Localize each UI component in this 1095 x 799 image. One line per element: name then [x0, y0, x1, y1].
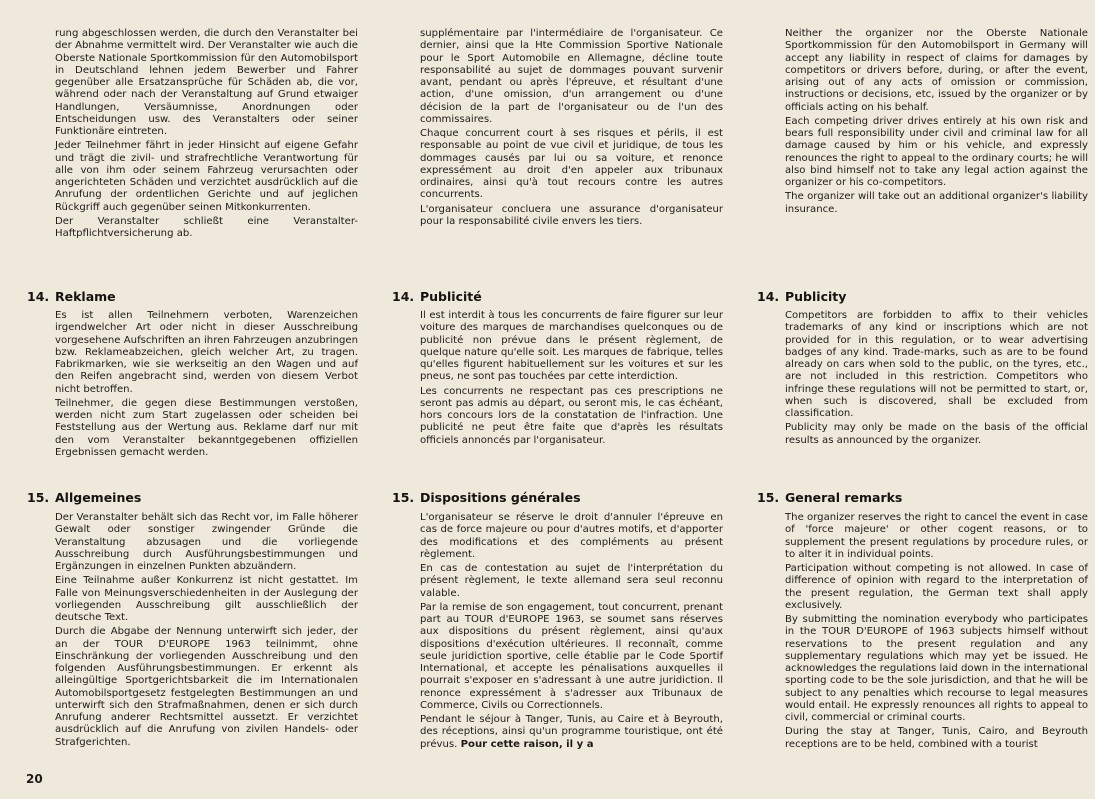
section-number: 15.: [392, 490, 415, 505]
section-heading-15: [392, 490, 722, 505]
german-top-block: [55, 28, 358, 242]
section-heading-14: [757, 289, 1087, 304]
section-number: 15.: [757, 490, 780, 505]
section-title: Reklame: [55, 289, 116, 304]
paragraph: By submitting the nomination everybody who participates in the TOUR D'EUROPE of 1963 subjects himself without reservations to the present regulation and any supplementary regulations which may yet be issued. He acknowledges the regulations laid down in the international sporting code to be the sole jurisdiction, and that he will be subject to any penalties which recourse to legal measures would entail. He expressly renounces all rights to appeal to civil, commercial or criminal courts.: [785, 614, 1088, 723]
paragraph: Jeder Teilnehmer fährt in jeder Hinsicht auf eigene Gefahr und trägt die zivil- und strafrechtliche Verantwortung für alle von ihm oder seinem Fahrzeug verursachten oder angerichteten Schäden und verzichtet ausdrücklich auf die Anrufung der ordentlichen Gerichte und auf jeglichen Rückgriff auch gegenüber seinen Mitkonkurrenten.: [55, 140, 358, 213]
paragraph: Par la remise de son engagement, tout concurrent, prenant part au TOUR d'EUROPE 1963, se soumet sans réserves aux dispositions du présent règlement, ainsi qu'aux dispositions d'exécution ultérieures. Il reconnaît, comme seule juridiction sportive, celle établie par le Code Sportif International, et accepte les pénalisations auxquelles il pourrait s'exposer en s'adressant à une autre juridiction. Il renonce expressément à s'adresser aux Tribunaux de Commerce, Civils ou Correctionnels.: [420, 601, 723, 711]
paragraph: Es ist allen Teilnehmern verboten, Warenzeichen irgendwelcher Art oder nicht in dieser Ausschreibung vorgesehene Aufschriften an ihren Fahrzeugen anzubringen bzw. Reklameabzeichen, gleich welcher Art, zu tragen. Fabrikmarken, wie sie werkseitig an den Wagen und auf den Reifen angebracht sind, werden von diesem Verbot nicht betroffen.: [55, 310, 358, 395]
french-section-15-body: [420, 512, 723, 753]
paragraph: The organizer reserves the right to cancel the event in case of 'force majeure' or other cogent reasons, or to supplement the present regulations by procedure rules, or to alter it in individual points.: [785, 512, 1088, 560]
section-number: 15.: [27, 490, 50, 505]
paragraph: Il est interdit à tous les concurrents de faire figurer sur leur voiture des marques de marchandises quelconques ou de publicité non prévue dans le présent règlement, de quelque nature qu'elle soit. Les marques de fabrique, telles qu'elles figurent habituellement sur les voitures et sur les pneus, ne sont pas touchées par cette interdiction.: [420, 310, 723, 383]
section-heading-14: [392, 289, 722, 304]
section-title: General remarks: [785, 490, 903, 505]
english-section-15-body: [785, 512, 1088, 753]
paragraph: During the stay at Tanger, Tunis, Cairo, and Beyrouth receptions are to be held, combined with a tourist: [785, 726, 1088, 750]
paragraph: [420, 714, 723, 751]
paragraph-text: Pendant le séjour à Tanger, Tunis, au Caire et à Beyrouth, des réceptions, ainsi qu'un programme touristique, ont été prévus.: [420, 714, 723, 750]
section-number: 14.: [757, 289, 780, 304]
section-title: Publicity: [785, 289, 847, 304]
english-section-14-body: [785, 310, 1088, 449]
section-heading-14: [27, 289, 357, 304]
german-section-14-body: [55, 310, 358, 461]
section-number: 14.: [392, 289, 415, 304]
bold-text: Pour cette raison, il y a: [460, 738, 594, 750]
paragraph: Teilnehmer, die gegen diese Bestimmungen verstoßen, werden nicht zum Start zugelassen oder scheiden bei Feststellung aus der Wertung aus. Reklame darf nur mit den vom Veranstalter bekanntgegebenen offiziellen Ergebnissen gemacht werden.: [55, 397, 358, 458]
paragraph: The organizer will take out an additional organizer's liability insurance.: [785, 191, 1088, 215]
paragraph: Der Veranstalter behält sich das Recht vor, im Falle höherer Gewalt oder sonstiger zwingender Gründe die Veranstaltung abzusagen und die vorliegende Ausschreibung durch Ausführungsbestimmungen und Ergänzungen in einzelnen Punkten abzuändern.: [55, 512, 358, 572]
paragraph: Participation without competing is not allowed. In case of difference of opinion with regard to the interpretation of the present regulation, the German text shall apply exclusively.: [785, 563, 1088, 611]
paragraph: Durch die Abgabe der Nennung unterwirft sich jeder, der an der TOUR D'EUROPE 1963 teilnimmt, ohne Einschränkung der vorliegenden Ausschreibung und den folgenden Ausführungsbestimmungen. Er erkennt als alleingültige Sportgerichtsbarkeit die im Internationalen Automobilsportgesetz festgelegten Bestimmungen an und unterwirft sich den Strafmaßnahmen, denen er sich durch Anrufung anderer Rechtsmittel aussetzt. Er verzichtet ausdrücklich auf die Anrufung von zivilen Handels- oder Strafgerichten.: [55, 626, 358, 748]
section-number: 14.: [27, 289, 50, 304]
section-heading-15: [27, 490, 357, 505]
paragraph: Les concurrents ne respectant pas ces prescriptions ne seront pas admis au départ, ou seront mis, le cas échéant, hors concours lors de la constatation de l'infraction. Une publicité ne peut être faite que d'après les résultats officiels annoncés par l'organisateur.: [420, 385, 723, 446]
section-title: Allgemeines: [55, 490, 142, 505]
paragraph: Competitors are forbidden to affix to their vehicles trademarks of any kind or inscriptions which are not provided for in this regulation, or to wear advertising badges of any kind. Trade-marks, such as are to be found already on cars when sold to the public, on the tyres, etc., are not included in this restriction. Competitors who infringe these regulations will not be permitted to start, or, when such is discovered, shall be excluded from classification.: [785, 310, 1088, 419]
paragraph: Eine Teilnahme außer Konkurrenz ist nicht gestattet. Im Falle von Meinungsverschiedenheiten in der Auslegung der vorliegenden Ausschreibung gilt ausschließlich der deutsche Text.: [55, 575, 358, 623]
paragraph: supplémentaire par l'intermédiaire de l'organisateur. Ce dernier, ainsi que la Hte Commission Sportive Nationale pour le Sport Automobile en Allemagne, décline toute responsabilité au sujet de dommages pouvant survenir avant, pendant ou après l'épreuve, et résultant d'une action, d'une omission, d'un arrangement ou d'une décision de la part de l'organisateur ou de l'un des commissaires.: [420, 28, 723, 125]
paragraph: L'organisateur concluera une assurance d'organisateur pour la responsabilité civile envers les tiers.: [420, 203, 723, 227]
page-number: 20: [26, 772, 43, 786]
english-top-block: [785, 28, 1088, 218]
paragraph: En cas de contestation au sujet de l'interprétation du présent règlement, le texte allemand sera seul reconnu valable.: [420, 563, 723, 599]
paragraph: Chaque concurrent court à ses risques et périls, il est responsable au point de vue civil et juridique, de tous les dommages causés par lui ou sa voiture, et renonce expressément au droit d'en appeler aux tribunaux ordinaires, ainsi qu'à tout recours contre les autres concurrents.: [420, 128, 723, 201]
section-heading-15: [757, 490, 1087, 505]
section-title: Dispositions générales: [420, 490, 581, 505]
paragraph: rung abgeschlossen werden, die durch den Veranstalter bei der Abnahme vermittelt wird. Der Veranstalter wie auch die Oberste Nationale Sportkommission für den Automobilsport in Deutschland lehnen jedem Bewerber und Fahrer gegenüber alle Ersatzansprüche für Schäden ab, die vor, während oder nach der Veranstaltung auf Grund etwaiger Handlungen, Versäumnisse, Anordnungen oder Entscheidungen usw. des Veranstalters oder seiner Funktionäre eintreten.: [55, 28, 358, 137]
paragraph: L'organisateur se réserve le droit d'annuler l'épreuve en cas de force majeure ou pour d'autres motifs, et d'apporter des modifications et des compléments au présent règlement.: [420, 512, 723, 560]
section-title: Publicité: [420, 289, 482, 304]
french-top-block: [420, 28, 723, 230]
german-section-15-body: [55, 512, 358, 751]
paragraph: Each competing driver drives entirely at his own risk and bears full responsibility under civil and criminal law for all damage caused by him or his vehicle, and expressly renounces the right to appeal to the ordinary courts; he will also bind himself not to take any legal action against the organizer or his co-competitors.: [785, 115, 1088, 188]
paragraph: Publicity may only be made on the basis of the official results as announced by the organizer.: [785, 422, 1088, 446]
paragraph: Der Veranstalter schließt eine Veranstalter-Haftpflichtversicherung ab.: [55, 215, 358, 239]
french-section-14-body: [420, 310, 723, 449]
paragraph: Neither the organizer nor the Oberste Nationale Sportkommission für den Automobilsport in Germany will accept any liability in respect of claims for damages by competitors or drivers before, during, or after the event, arising out of any acts of omission or commission, instructions or decisions, etc, issued by the organizer or by officials acting on his behalf.: [785, 28, 1088, 113]
